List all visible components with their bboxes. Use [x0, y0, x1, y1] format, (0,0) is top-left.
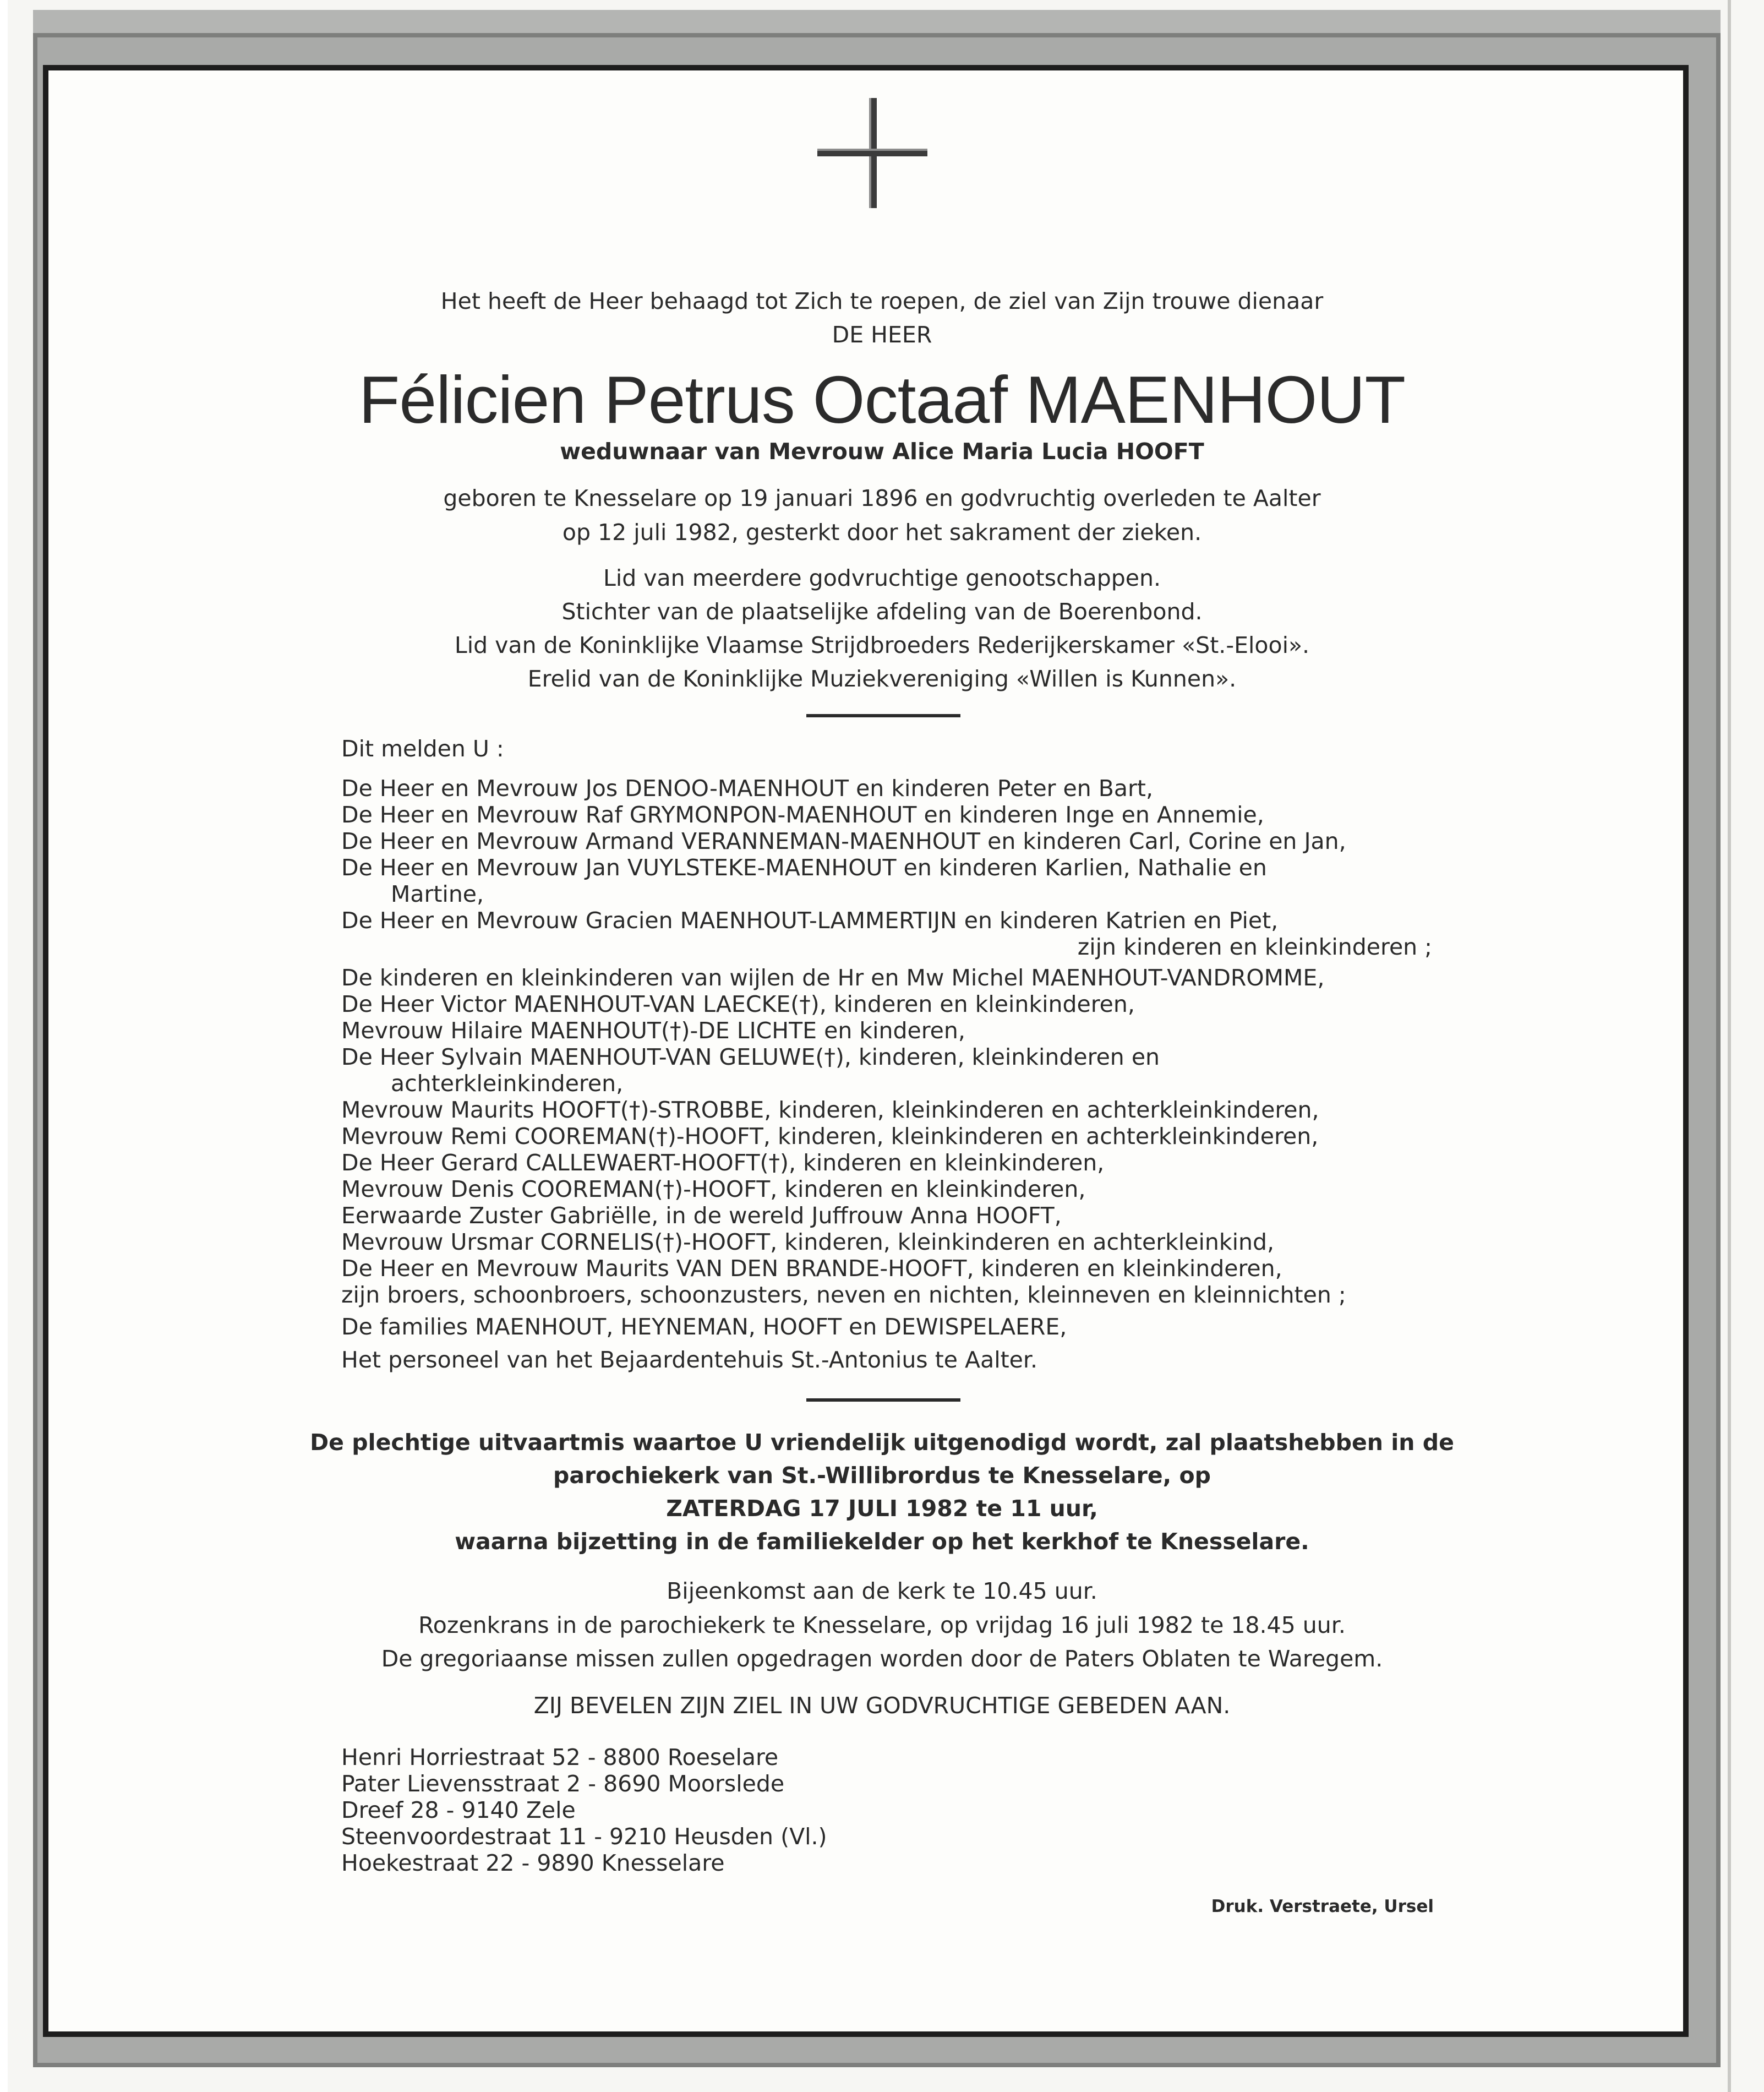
- family-line: Martine,: [391, 881, 484, 907]
- family-line: De Heer en Mevrouw Raf GRYMONPON-MAENHOUT en kinderen Inge en Annemie,: [341, 802, 1264, 828]
- scan-edge-left: [0, 0, 8, 2092]
- address-line: Pater Lievensstraat 2 - 8690 Moorslede: [341, 1770, 785, 1797]
- deceased-name: Félicien Petrus Octaaf MAENHOUT: [358, 362, 1406, 437]
- membership-line: Stichter van de plaatselijke afdeling van de Boerenbond.: [561, 598, 1203, 625]
- divider: [806, 1398, 960, 1402]
- address-line: Henri Horriestraat 52 - 8800 Roeselare: [341, 1744, 779, 1770]
- family-line: Mevrouw Denis COOREMAN(†)-HOOFT, kinderen en kleinkinderen,: [341, 1176, 1086, 1202]
- prayer-line: ZIJ BEVELEN ZIJN ZIEL IN UW GODVRUCHTIGE GEBEDEN AAN.: [533, 1692, 1231, 1719]
- birth-death-line-2: op 12 juli 1982, gesterkt door het sakrament der zieken.: [562, 519, 1202, 546]
- intro-line: Het heeft de Heer behaagd tot Zich te roepen, de ziel van Zijn trouwe dienaar: [440, 288, 1324, 314]
- family-line: De Heer en Mevrouw Armand VERANNEMAN-MAENHOUT en kinderen Carl, Corine en Jan,: [341, 828, 1346, 854]
- family-line: De Heer en Mevrouw Maurits VAN DEN BRANDE-HOOFT, kinderen en kleinkinderen,: [341, 1255, 1282, 1282]
- funeral-line: waarna bijzetting in de familiekelder op het kerkhof te Knesselare.: [455, 1528, 1309, 1555]
- family-line: De Heer Sylvain MAENHOUT-VAN GELUWE(†), kinderen, kleinkinderen en: [341, 1044, 1160, 1070]
- info-line: Rozenkrans in de parochiekerk te Knesselare, op vrijdag 16 juli 1982 te 18.45 uur.: [418, 1612, 1346, 1638]
- family-line: Mevrouw Maurits HOOFT(†)-STROBBE, kinderen, kleinkinderen en achterkleinkinderen,: [341, 1097, 1319, 1123]
- family-line: De Heer en Mevrouw Gracien MAENHOUT-LAMMERTIJN en kinderen Katrien en Piet,: [341, 907, 1279, 934]
- widower-line: weduwnaar van Mevrouw Alice Maria Lucia HOOFT: [560, 438, 1204, 465]
- info-line: De gregoriaanse missen zullen opgedragen worden door de Paters Oblaten te Waregem.: [381, 1646, 1383, 1672]
- cross-horizontal-bar: [817, 149, 927, 156]
- funeral-line: De plechtige uitvaartmis waartoe U vriendelijk uitgenodigd wordt, zal plaatshebben in de: [310, 1429, 1454, 1456]
- membership-line: Erelid van de Koninklijke Muziekvereniging «Willen is Kunnen».: [527, 666, 1237, 692]
- info-line: Bijeenkomst aan de kerk te 10.45 uur.: [667, 1578, 1097, 1604]
- family-line: Mevrouw Ursmar CORNELIS(†)-HOOFT, kinderen, kleinkinderen en achterkleinkind,: [341, 1229, 1275, 1255]
- family-line: De Heer en Mevrouw Jos DENOO-MAENHOUT en kinderen Peter en Bart,: [341, 775, 1154, 802]
- divider: [806, 714, 960, 717]
- title-de-heer: DE HEER: [832, 322, 932, 348]
- funeral-date: ZATERDAG 17 JULI 1982 te 11 uur,: [666, 1495, 1098, 1522]
- family-line: Het personeel van het Bejaardentehuis St.-Antonius te Aalter.: [341, 1347, 1038, 1373]
- family-line: zijn kinderen en kleinkinderen ;: [1077, 934, 1432, 960]
- family-line: De families MAENHOUT, HEYNEMAN, HOOFT en DEWISPELAERE,: [341, 1314, 1067, 1340]
- address-line: Hoekestraat 22 - 9890 Knesselare: [341, 1850, 725, 1876]
- membership-line: Lid van meerdere godvruchtige genootschappen.: [603, 565, 1161, 591]
- printer-credit: Druk. Verstraete, Ursel: [1211, 1897, 1434, 1916]
- family-line: De Heer Gerard CALLEWAERT-HOOFT(†), kinderen en kleinkinderen,: [341, 1149, 1105, 1176]
- funeral-line: parochiekerk van St.-Willibrordus te Knesselare, op: [553, 1462, 1211, 1489]
- address-line: Steenvoordestraat 11 - 9210 Heusden (Vl.): [341, 1823, 827, 1850]
- family-line: Mevrouw Remi COOREMAN(†)-HOOFT, kinderen, kleinkinderen en achterkleinkinderen,: [341, 1123, 1319, 1149]
- family-line: zijn broers, schoonbroers, schoonzusters, neven en nichten, kleinneven en kleinnichten ;: [341, 1282, 1346, 1308]
- announcers-intro: Dit melden U :: [341, 736, 504, 762]
- family-line: De Heer Victor MAENHOUT-VAN LAECKE(†), kinderen en kleinkinderen,: [341, 991, 1135, 1017]
- birth-death-line-1: geboren te Knesselare op 19 januari 1896 en godvruchtig overleden te Aalter: [443, 485, 1321, 511]
- address-line: Dreef 28 - 9140 Zele: [341, 1797, 576, 1823]
- membership-line: Lid van de Koninklijke Vlaamse Strijdbroeders Rederijkerskamer «St.-Elooi».: [454, 632, 1310, 658]
- family-line: De kinderen en kleinkinderen van wijlen de Hr en Mw Michel MAENHOUT-VANDROMME,: [341, 965, 1325, 991]
- scan-edge-right: [1728, 0, 1764, 2092]
- family-line: Mevrouw Hilaire MAENHOUT(†)-DE LICHTE en kinderen,: [341, 1017, 965, 1044]
- latin-cross-icon: [817, 98, 927, 208]
- family-line: De Heer en Mevrouw Jan VUYLSTEKE-MAENHOUT en kinderen Karlien, Nathalie en: [341, 854, 1267, 881]
- family-line: Eerwaarde Zuster Gabriëlle, in de wereld Juffrouw Anna HOOFT,: [341, 1202, 1062, 1229]
- family-line: achterkleinkinderen,: [391, 1070, 624, 1097]
